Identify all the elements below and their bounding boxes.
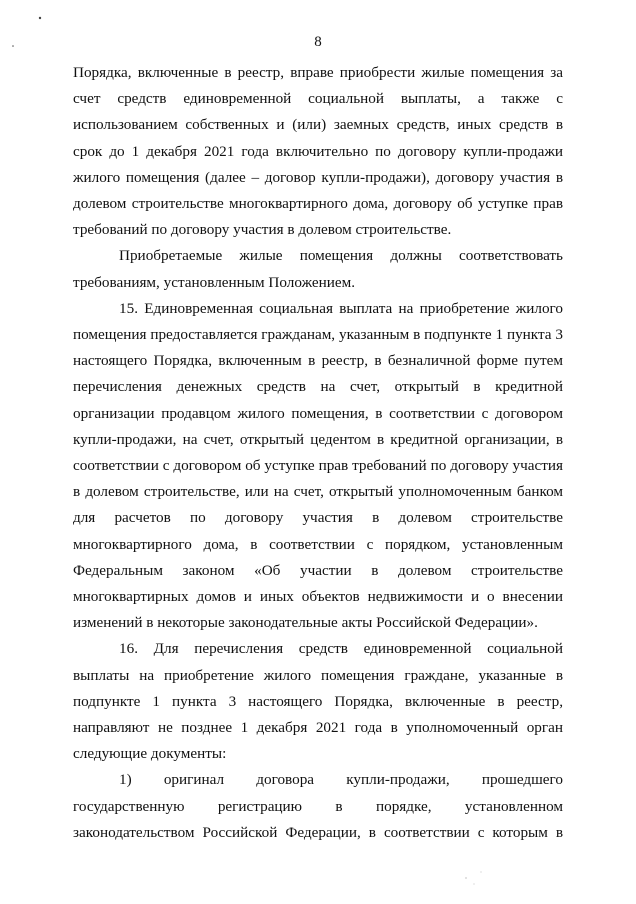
text-line: многоквартирного дома, в соответствии с порядком, установленным (73, 535, 563, 553)
scan-speck (465, 877, 466, 878)
paragraph-requirements (73, 243, 563, 295)
document-body (73, 60, 563, 846)
text-line: выплаты на приобретение жилого помещения граждане, указанные в (73, 666, 563, 684)
scan-speck (474, 884, 475, 885)
text-line: следующие документы: (73, 745, 227, 763)
paragraph-15 (73, 296, 563, 637)
paragraph-continuation (73, 60, 563, 243)
text-line: купли-продажи, на счет, открытый цедентом в кредитной организации, в (73, 430, 563, 448)
text-line: настоящего Порядка, включенным в реестр, в безналичной форме путем (73, 352, 563, 370)
text-line: жилого помещения (далее – договор купли-продажи), договору участия в (73, 168, 563, 186)
list-item-1 (73, 767, 563, 846)
text-line: требованиям, установленным Положением. (73, 273, 356, 291)
text-line: изменений в некоторые законодательные акты Российской Федерации». (73, 614, 538, 632)
text-line: государственную регистрацию в порядке, установленном (73, 797, 563, 815)
text-line: долевом строительстве многоквартирного дома, договору об уступке прав (73, 195, 563, 213)
text-line: подпункте 1 пункта 3 настоящего Порядка, включенные в реестр, (73, 692, 563, 710)
text-line: срок до 1 декабря 2021 года включительно по договору купли-продажи (73, 142, 563, 160)
text-line: 15. Единовременная социальная выплата на приобретение жилого (119, 299, 563, 317)
text-line: использованием собственных и (или) заемных средств, иных средств в (73, 116, 563, 134)
text-line: организации продавцом жилого помещения, в соответствии с договором (73, 404, 563, 422)
text-line: помещения предоставляется гражданам, указанным в подпункте 1 пункта 3 (73, 326, 563, 344)
page-number: 8 (314, 34, 322, 50)
text-line: многоквартирных домов и иных объектов недвижимости и о внесении (73, 588, 563, 606)
text-line: 1) оригинал договора купли-продажи, прошедшего (119, 771, 563, 789)
text-line: 16. Для перечисления средств единовременной социальной (119, 640, 563, 658)
paragraph-16 (73, 636, 563, 767)
text-line: в долевом строительстве, или на счет, открытый уполномоченным банком (73, 483, 563, 501)
text-line: законодательством Российской Федерации, в соответствии с которым в (73, 823, 563, 841)
text-line: Федеральным законом «Об участии в долевом строительстве (73, 561, 563, 579)
text-line: требований по договору участия в долевом строительстве. (73, 221, 452, 239)
text-line: соответствии с договором об уступке прав требований по договору участия (73, 457, 563, 475)
scan-speck (481, 872, 482, 873)
scan-speck (39, 17, 41, 19)
text-line: перечисления денежных средств на счет, открытый в кредитной (73, 378, 563, 396)
text-line: для расчетов по договору участия в долевом строительстве (73, 509, 563, 527)
text-line: направляют не позднее 1 декабря 2021 года в уполномоченный орган (73, 719, 563, 737)
text-line: счет средств единовременной социальной выплаты, а также с (73, 90, 563, 108)
text-line: Порядка, включенные в реестр, вправе приобрести жилые помещения за (73, 64, 563, 81)
text-line: Приобретаемые жилые помещения должны соответствовать (119, 247, 563, 265)
